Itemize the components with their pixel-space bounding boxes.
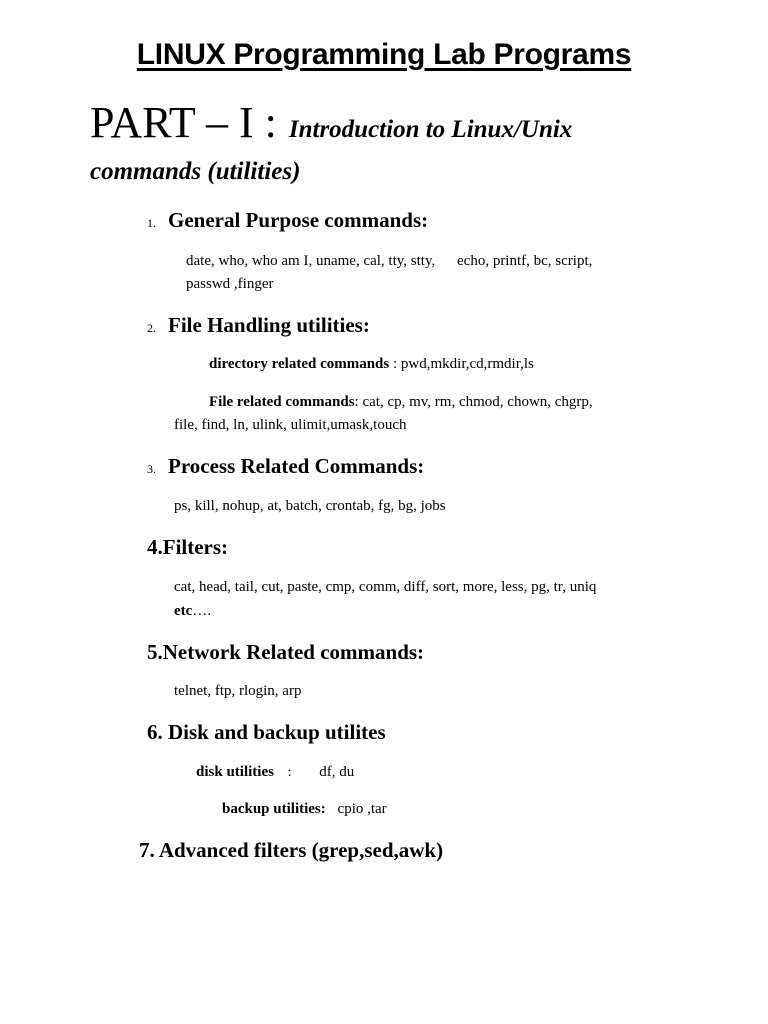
part-heading <box>90 97 572 148</box>
file-label: File related commands <box>209 394 355 410</box>
file-commands-line-2: file, find, ln, ulink, ulimit,umask,touch <box>174 417 407 433</box>
backup-label: backup utilities: <box>222 801 326 817</box>
section-6-heading: 6. Disk and backup utilites <box>147 720 386 744</box>
section-4-heading: 4.Filters: <box>147 535 229 559</box>
directory-commands-line <box>209 356 534 373</box>
etc-label: etc <box>174 603 193 619</box>
disk-separator: : <box>287 764 292 779</box>
command-list: echo, printf, bc, script, <box>457 253 593 269</box>
disk-commands: df, du <box>319 764 355 780</box>
section-number: 1. <box>147 216 156 230</box>
command-list: date, who, who am I, uname, cal, tty, stty, <box>186 253 436 269</box>
section-4-line-2 <box>174 603 211 620</box>
page-title: LINUX Programming Lab Programs <box>136 38 632 71</box>
section-5-line-1: telnet, ftp, rlogin, arp <box>174 683 302 699</box>
disk-label: disk utilities <box>196 764 274 780</box>
disk-utilities-line <box>196 764 354 781</box>
section-2-heading <box>147 313 370 338</box>
section-5-heading: 5.Network Related commands: <box>147 640 425 664</box>
section-title: Process Related Commands: <box>168 454 425 478</box>
section-number: 2. <box>147 321 156 335</box>
directory-commands: : pwd,mkdir,cd,rmdir,ls <box>389 356 534 372</box>
section-title: File Handling utilities: <box>168 313 370 337</box>
directory-label: directory related commands <box>209 356 390 372</box>
backup-utilities-line <box>222 801 387 818</box>
section-7-heading: 7. Advanced filters (grep,sed,awk) <box>139 838 444 862</box>
file-commands: : cat, cp, mv, rm, chmod, chown, chgrp, <box>354 394 593 410</box>
part-intro: Introduction to Linux/Unix <box>288 116 573 143</box>
ellipsis: …. <box>192 603 212 619</box>
section-title: General Purpose commands: <box>168 208 429 232</box>
part-label: PART – I : <box>90 98 277 147</box>
section-3-line-1: ps, kill, nohup, at, batch, crontab, fg, bg, jobs <box>174 498 446 514</box>
part-continuation: commands (utilities) <box>90 158 301 185</box>
section-4-line-1: cat, head, tail, cut, paste, cmp, comm, diff, sort, more, less, pg, tr, uniq <box>174 579 597 595</box>
section-1-heading <box>147 208 428 233</box>
file-commands-line <box>209 394 593 411</box>
section-1-line-1 <box>186 253 592 270</box>
section-3-heading <box>147 454 424 479</box>
section-number: 3. <box>147 462 156 476</box>
section-1-line-2: passwd ,finger <box>186 276 274 292</box>
backup-commands: cpio ,tar <box>337 801 387 817</box>
